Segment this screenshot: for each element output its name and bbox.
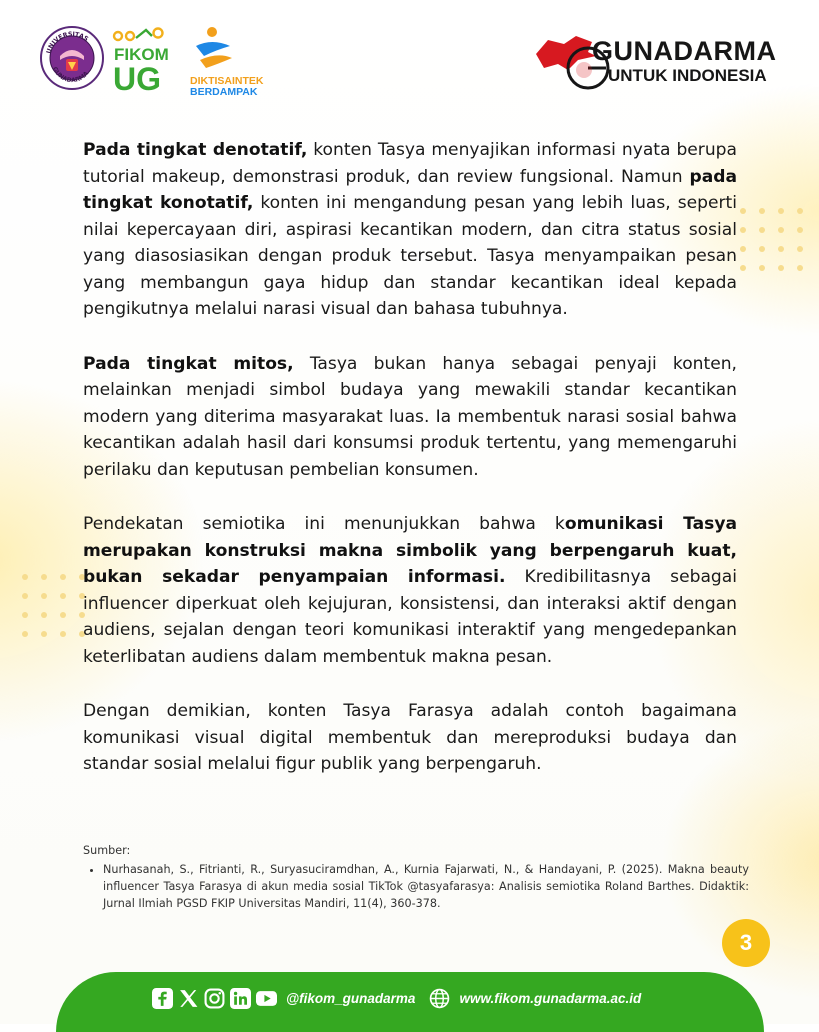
source-list: [83, 861, 749, 912]
page-number-badge: 3: [722, 919, 770, 967]
paragraph-conclusion: [83, 698, 737, 778]
linkedin-icon[interactable]: [230, 988, 251, 1009]
paragraph-text: konten Tasya menyajikan informasi nyata berupa tutorial makeup, demonstrasi produk, dan review fungsional. Namun: [83, 140, 737, 187]
decorative-dots-left: [22, 574, 85, 637]
bold-phrase: Pada tingkat mitos,: [83, 353, 294, 374]
paragraph-text: Pendekatan semiotika ini menunjukkan bahwa k: [83, 514, 565, 534]
youtube-icon[interactable]: [256, 988, 277, 1009]
bold-phrase: omunikasi Tasya merupakan konstruksi makna simbolik yang berpengaruh kuat, bukan sekadar penyampaian informasi.: [83, 514, 737, 587]
source-item: • Nurhasanah, S., Fitrianti, R., Suryasuciramdhan, A., Kurnia Fajarwati, N., & Handayani, P. (2025). Makna beauty influencer Tasya Farasya di akun media sosial TikTok @tasyafarasya: Analisis semiotika Roland Barthes. Didaktik: Jurnal Ilmiah PGSD FKIP Universitas Mandiri, 11(4), 360-378.: [103, 861, 749, 912]
ug-logo-text: UG: [113, 61, 161, 97]
header: [0, 0, 819, 110]
svg-text:GUNADARMA: GUNADARMA: [50, 65, 91, 85]
paragraph-text: Dengan demikian, konten Tasya Farasya adalah contoh bagaimana komunikasi visual digital membentuk dan mereproduksi budaya dan standar sosial melalui figur publik yang berpengaruh.: [83, 701, 737, 774]
paragraph-myth: [83, 351, 737, 484]
paragraph-semiotic-approach: [83, 511, 737, 670]
paragraph-text: Kredibilitasnya sebagai influencer diperkuat oleh kejujuran, konsistensi, dan interaksi aktif dengan audiens, sejalan dengan teori komunikasi interaktif yang mengedepankan keterlibatan audiens dalam membentuk makna pesan.: [83, 567, 737, 667]
fikom-ug-logo: [112, 24, 170, 96]
dikti-logo-text: DIKTISAINTEK: [190, 75, 264, 87]
paragraph-text: konten ini mengandung pesan yang lebih luas, seperti nilai kepercayaan diri, aspirasi kecantikan modern, dan citra status sosial yang diasosiasikan dengan produk tersebut. Tasya menyampaikan pesan yang membangun gaya hidup dan standar kecantikan ideal kepada pengikutnya melalui narasi visual dan bahasa tubuhnya.: [83, 193, 737, 319]
footer-website-link[interactable]: www.fikom.gunadarma.ac.id: [459, 991, 642, 1006]
instagram-icon[interactable]: [204, 988, 225, 1009]
footer-bar: [56, 972, 764, 1032]
bold-phrase: Pada tingkat denotatif,: [83, 140, 308, 160]
source-section: [83, 842, 749, 912]
gunadarma-logo-subtitle: UNTUK INDONESIA: [608, 66, 767, 85]
bold-phrase: pada tingkat konotatif,: [83, 166, 737, 213]
x-icon[interactable]: [178, 988, 199, 1009]
berdampak-logo-text: BERDAMPAK: [190, 86, 258, 98]
diktisaintek-logo: [190, 24, 264, 98]
globe-icon: [429, 988, 450, 1009]
footer-social-handle[interactable]: @fikom_gunadarma: [286, 991, 416, 1006]
gunadarma-logo: [534, 34, 784, 90]
paragraph-text: Tasya bukan hanya sebagai penyaji konten, melainkan menjadi simbol budaya yang mewakili standar kecantikan modern yang diterima masyarakat luas. Ia membentuk narasi sosial bahwa kecantikan adalah hasil dari konsumsi produk tertentu, yang memengaruhi perilaku dan keputusan pembelian konsumen.: [83, 353, 737, 480]
svg-text:UNIVERSITAS: UNIVERSITAS: [45, 30, 90, 55]
decorative-dots-right: [740, 208, 803, 271]
source-label: Sumber:: [83, 844, 131, 857]
article-body: [83, 137, 737, 806]
gunadarma-logo-title: GUNADARMA: [592, 36, 777, 66]
paragraph-denotative-connotative: [83, 137, 737, 323]
fikom-logo-text: FIKOM: [114, 45, 169, 64]
university-seal-logo: [40, 26, 104, 90]
facebook-icon[interactable]: [152, 988, 173, 1009]
